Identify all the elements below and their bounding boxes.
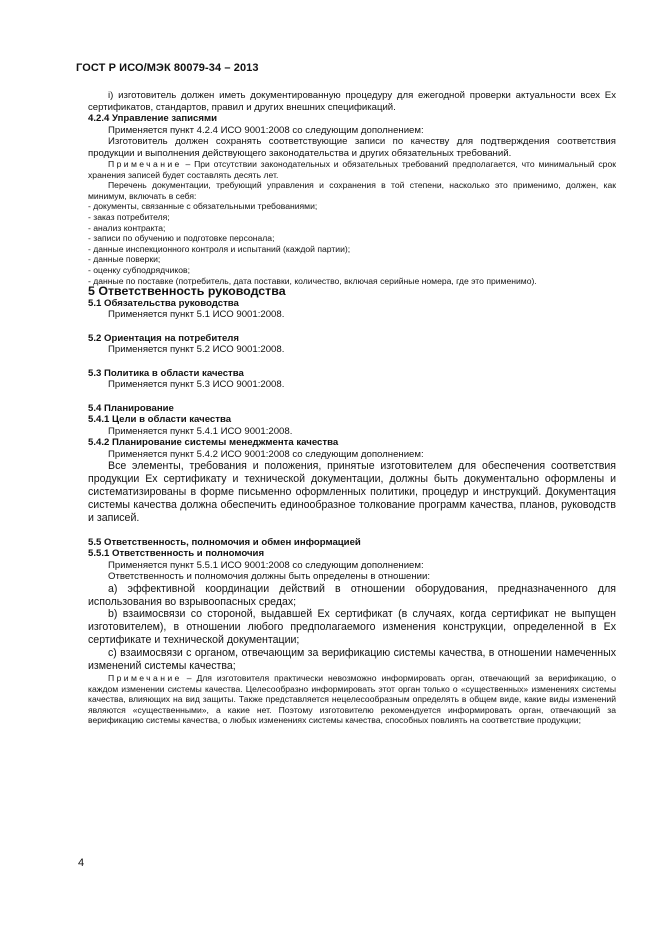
paragraph-5-5-1-intro: Ответственность и полномочия должны быть определены в отношении: (108, 571, 431, 583)
list-item: - данные инспекционного контроля и испытаний (каждой партии); (88, 243, 351, 254)
paragraph-5-4-2-applies: Применяется пункт 5.4.2 ИСО 9001:2008 со следующим дополнением: (108, 448, 424, 460)
paragraph-item-i: i) изготовитель должен иметь документированную процедуру для ежегодной проверки актуальности всех Ex сертификатов, стандартов, правил и других внешних спецификаций. (88, 90, 616, 113)
list-item: - заказ потребителя; (88, 211, 170, 222)
note-label: Примечание (108, 159, 182, 169)
paragraph-5-5-1-applies: Применяется пункт 5.5.1 ИСО 9001:2008 со следующим дополнением: (108, 559, 424, 571)
heading-5-4-1: 5.4.1 Цели в области качества (88, 414, 232, 426)
paragraph-5-5-1-c: c) взаимосвязи с органом, отвечающим за верификацию системы качества, в отношении намеченных изменений системы качества; (88, 647, 616, 673)
list-item: - документы, связанные с обязательными требованиями; (88, 201, 318, 212)
heading-5-5: 5.5 Ответственность, полномочия и обмен информацией (88, 536, 361, 548)
list-item: - записи по обучению и подготовке персонала; (88, 233, 275, 244)
paragraph-documentation-list-intro: Перечень документации, требующий управления и сохранения в той степени, насколько это применимо, должен, как минимум, включать в себя: (88, 180, 616, 201)
paragraph-4-2-4-applies: Применяется пункт 4.2.4 ИСО 9001:2008 со следующим дополнением: (108, 124, 424, 136)
heading-5-5-1: 5.5.1 Ответственность и полномочия (88, 548, 265, 560)
list-item: - данные по поставке (потребитель, дата поставки, количество, включая серийные номера, где это применимо). (88, 275, 537, 286)
document-code-header: ГОСТ Р ИСО/МЭК 80079-34 – 2013 (76, 62, 259, 74)
list-item: - анализ контракта; (88, 222, 166, 233)
heading-4-2-4: 4.2.4 Управление записями (88, 113, 217, 124)
note-label: Примечание (108, 673, 182, 683)
document-body (88, 90, 616, 726)
note-significant-changes (88, 673, 616, 726)
paragraph-5-5-1-a: a) эффективной координации действий в отношении оборудования, предназначенного для использования во взрывоопасных средах; (88, 582, 616, 608)
paragraph-5-2: Применяется пункт 5.2 ИСО 9001:2008. (108, 344, 285, 356)
paragraph-5-5-1-b: b) взаимосвязи со стороной, выдавшей Ex сертификат (в случаях, когда сертификат не выпущен изготовителем), в отношении любого предполагаемого изменения конструкции, определенной в Ex сертификате и технической документации; (88, 608, 616, 647)
heading-5-4-2: 5.4.2 Планирование системы менеджмента качества (88, 437, 339, 449)
paragraph-5-3: Применяется пункт 5.3 ИСО 9001:2008. (108, 379, 285, 391)
paragraph-4-2-4-records: Изготовитель должен сохранять соответствующие записи по качеству для подтверждения соответствия продукции и выполнения действующего законодательства и других обязательных требований. (88, 136, 616, 159)
heading-5-4: 5.4 Планирование (88, 402, 174, 414)
documentation-list (88, 201, 616, 286)
paragraph-5-4-1: Применяется пункт 5.4.1 ИСО 9001:2008. (108, 425, 293, 437)
list-item: - данные поверки; (88, 254, 161, 265)
heading-5-3: 5.3 Политика в области качества (88, 367, 244, 379)
heading-5-1: 5.1 Обязательства руководства (88, 297, 239, 309)
paragraph-5-4-2-elements: Все элементы, требования и положения, принятые изготовителем для обеспечения соответствия продукции Ex сертификату и технической документации, должны быть документально оформлены и систематизированы в форме письменно оформленных политики, процедур и инструкций. Документация системы качества должна обеспечить единообразное толкование программ качества, планов, руководств и записей. (88, 460, 616, 524)
list-item: - оценку субподрядчиков; (88, 264, 191, 275)
note-text: – Для изготовителя практически невозможно информировать орган, отвечающий за верификацию, о каждом изменении системы качества. Целесообразно информировать этот орган только о «существенных» изменениях системы качества, влияющих на вид защиты. Также представляется нецелесообразным определять в общем виде, какие виды изменений являются «существенными», а какие нет. Поэтому изготовителю рекомендуется информировать орган, отвечающий за верификацию системы качества, о любых изменениях системы качества, способных повлиять на соответствие продукции; (88, 673, 616, 726)
note-text: – При отсутствии законодательных и обязательных требований предполагается, что минимальный срок хранения записей будет составлять десять лет. (88, 159, 616, 180)
note-retention-period (88, 159, 616, 180)
paragraph-5-1: Применяется пункт 5.1 ИСО 9001:2008. (108, 309, 285, 321)
page-number: 4 (78, 857, 85, 869)
heading-5-2: 5.2 Ориентация на потребителя (88, 332, 239, 344)
section-5-title: 5 Ответственность руководства (88, 284, 286, 299)
